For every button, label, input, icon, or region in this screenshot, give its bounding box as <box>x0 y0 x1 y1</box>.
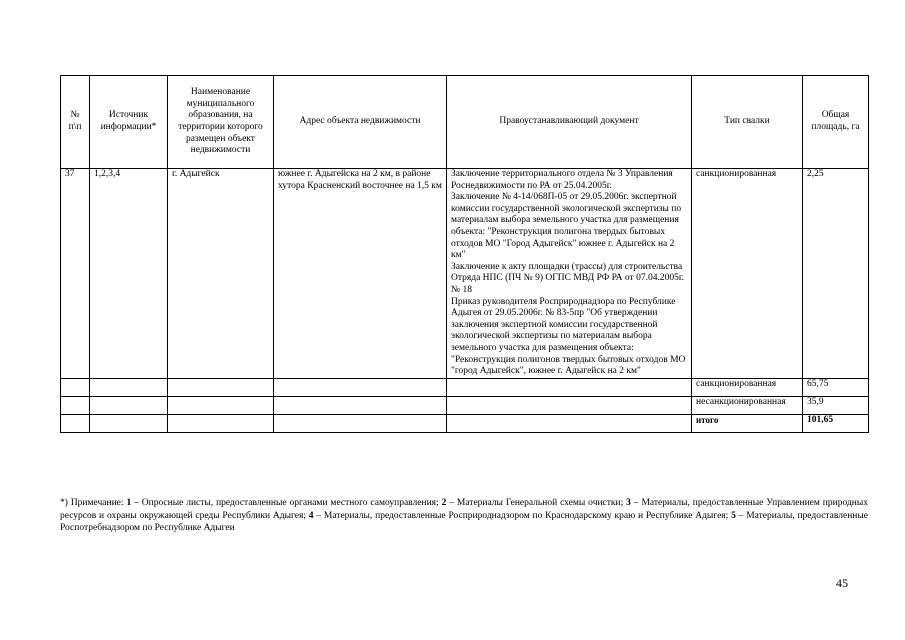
footnote-prefix: *) Примечание: <box>60 498 127 508</box>
footnote-text-4: – Материалы, предоставленные Росприроднадзором по Краснодарскому краю и Республике Адыгея; <box>313 510 732 521</box>
total-label: итого <box>692 414 803 432</box>
summary-row <box>61 396 869 414</box>
header-row <box>61 76 869 169</box>
summary-type: несанкционированная <box>692 396 803 414</box>
header-type: Тип свалки <box>692 76 803 169</box>
table-row <box>61 169 869 379</box>
total-area: 101,65 <box>803 414 869 432</box>
footnote <box>60 497 868 535</box>
footnote-text-5: – Материалы, предоставленные Роспотребнадзором по Республике Адыгеи <box>60 510 868 533</box>
cell-area: 2,25 <box>803 169 869 379</box>
header-area: Общая площадь, га <box>803 76 869 169</box>
total-row <box>61 414 869 432</box>
summary-area: 65,75 <box>803 378 869 396</box>
cell-address: южнее г. Адыгейска на 2 км, в районе хутора Красненский восточнее на 1,5 км <box>274 169 447 379</box>
cell-type: санкционированная <box>692 169 803 379</box>
footnote-text-2: – Материалы Генеральной схемы очистки; <box>446 498 627 508</box>
footnote-num-3: 3 <box>626 498 631 508</box>
cell-document: Заключение территориального отдела № 3 Управления Роснедвижимости по РА от 25.04.2005г. Заключение № 4-14/068П-05 от 29.05.2006г. экспертной комиссии государственной экологической экспертизы по материалам выбора земельного участка для размещения объекта: "Реконструкция полигона твердых бытовых отходов МО "Город Адыгейск" южнее г. Адыгейск на 2 км" Заключение к акту площадки (трассы) для строительства Отряда НПС (ПЧ № 9) ОГПС МВД РФ РА от 07.04.2005г. № 18 Приказ руководителя Росприроднадзора по Республике Адыгея от 29.05.2006г. № 83-5пр "Об утверждении заключения экспертной комиссии государственной экологической экспертизы по материалам выбора земельного участка для размещения объекта: "Реконструкция полигонов твердых бытовых отходов МО "город Адыгейск", южнее г. Адыгейск на 2 км" <box>447 169 692 379</box>
header-document: Правоустанавливающий документ <box>447 76 692 169</box>
header-num: № п\п <box>61 76 90 169</box>
footnote-num-1: 1 <box>126 498 132 508</box>
header-municipality: Наименование муниципального образования, на территории которого размещен объект недвижимости <box>168 76 274 169</box>
header-address: Адрес объекта недвижимости <box>274 76 447 169</box>
landfill-table <box>60 75 869 433</box>
footnote-num-4: 4 <box>308 510 314 521</box>
footnote-text-3: – Материалы, предоставленные Управлением природных ресурсов и охраны окружающей среды Республики Адыгея; <box>60 498 868 521</box>
cell-municipality: г. Адыгейск <box>168 169 274 379</box>
page-number: 45 <box>836 576 848 590</box>
summary-area: 35,9 <box>803 396 869 414</box>
cell-source: 1,2,3,4 <box>90 169 168 379</box>
footnote-text-1: – Опросные листы, предоставленные органами местного самоуправления; <box>131 498 442 508</box>
summary-type: санкционированная <box>692 378 803 396</box>
footnote-num-2: 2 <box>441 498 447 508</box>
summary-row <box>61 378 869 396</box>
cell-num: 37 <box>61 169 90 379</box>
footnote-num-5: 5 <box>731 510 736 521</box>
header-source: Источник информации* <box>90 76 168 169</box>
